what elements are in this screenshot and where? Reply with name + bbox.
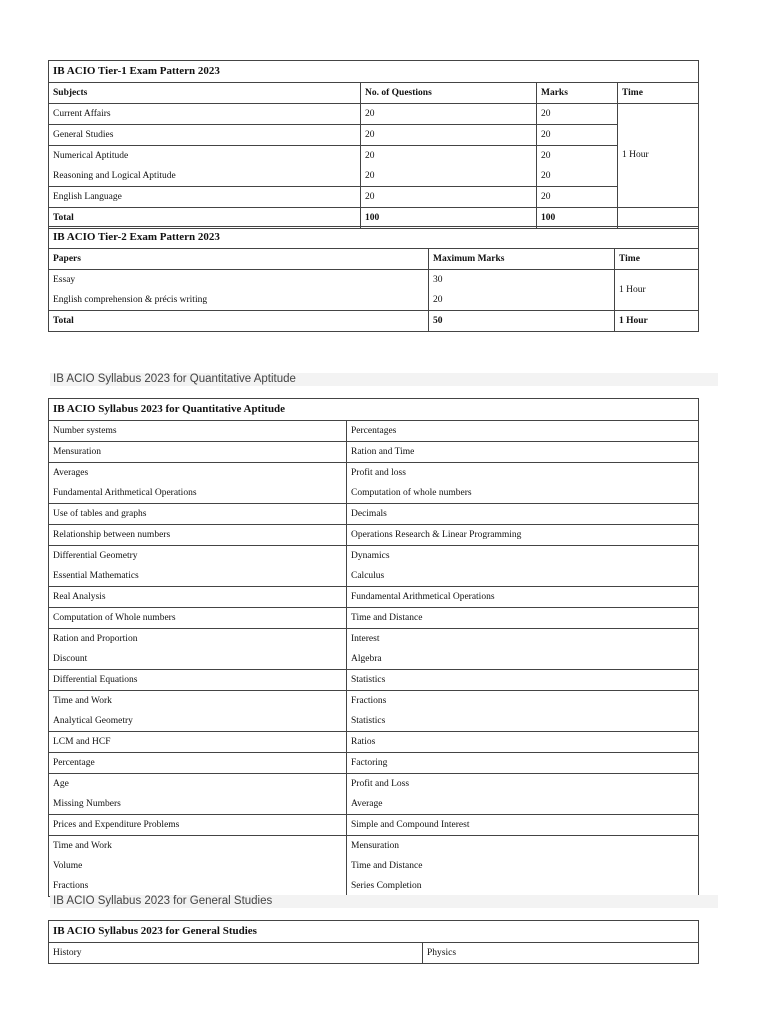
questions-cell: 20 xyxy=(361,104,537,125)
table-row xyxy=(49,774,699,795)
gs-table-title: IB ACIO Syllabus 2023 for General Studies xyxy=(49,921,699,943)
quant-cell-right: Operations Research & Linear Programming xyxy=(347,525,699,546)
quant-cell-right: Series Completion xyxy=(347,876,699,897)
table-row xyxy=(49,794,699,815)
tier2-time-cell: 1 Hour xyxy=(615,270,699,311)
tier2-table xyxy=(48,226,699,332)
quant-cell-right: Fundamental Arithmetical Operations xyxy=(347,587,699,608)
subject-cell: English Language xyxy=(49,187,361,208)
marks-cell: 30 xyxy=(429,270,615,291)
quant-cell-left: Prices and Expenditure Problems xyxy=(49,815,347,836)
table-row xyxy=(49,856,699,876)
quant-cell-right: Ration and Time xyxy=(347,442,699,463)
quant-cell-left: Mensuration xyxy=(49,442,347,463)
quant-cell-left: Averages xyxy=(49,463,347,484)
quant-cell-right: Statistics xyxy=(347,670,699,691)
quant-cell-right: Decimals xyxy=(347,504,699,525)
marks-cell: 20 xyxy=(537,146,618,167)
table-row xyxy=(49,525,699,546)
quant-cell-left: Essential Mathematics xyxy=(49,566,347,587)
table-row xyxy=(49,815,699,836)
tier1-table xyxy=(48,60,699,229)
table-row xyxy=(49,146,699,167)
tier1-time-cell: 1 Hour xyxy=(618,104,699,208)
questions-cell: 20 xyxy=(361,146,537,167)
tier1-header-questions: No. of Questions xyxy=(361,83,537,104)
total-time: 1 Hour xyxy=(615,311,699,332)
gs-syllabus-table xyxy=(48,920,699,964)
table-row xyxy=(49,876,699,897)
paper-cell: Essay xyxy=(49,270,429,291)
quant-cell-left: Ration and Proportion xyxy=(49,629,347,650)
quant-cell-left: Age xyxy=(49,774,347,795)
quant-cell-right: Fractions xyxy=(347,691,699,712)
quant-cell-left: Percentage xyxy=(49,753,347,774)
quant-cell-left: Differential Geometry xyxy=(49,546,347,567)
table-row xyxy=(49,753,699,774)
quant-cell-right: Simple and Compound Interest xyxy=(347,815,699,836)
table-row xyxy=(49,587,699,608)
subject-cell: Current Affairs xyxy=(49,104,361,125)
table-row xyxy=(49,463,699,484)
marks-cell: 20 xyxy=(429,290,615,311)
quant-cell-left: Use of tables and graphs xyxy=(49,504,347,525)
quant-cell-right: Interest xyxy=(347,629,699,650)
tier2-header-papers: Papers xyxy=(49,249,429,270)
quant-cell-right: Ratios xyxy=(347,732,699,753)
quant-cell-left: Differential Equations xyxy=(49,670,347,691)
table-row xyxy=(49,943,699,964)
quant-cell-left: Relationship between numbers xyxy=(49,525,347,546)
quant-cell-right: Mensuration xyxy=(347,836,699,857)
quant-cell-left: Computation of Whole numbers xyxy=(49,608,347,629)
questions-cell: 20 xyxy=(361,187,537,208)
table-row xyxy=(49,691,699,712)
quant-cell-left: Discount xyxy=(49,649,347,670)
quant-cell-right: Profit and Loss xyxy=(347,774,699,795)
table-row xyxy=(49,629,699,650)
quant-syllabus-table xyxy=(48,398,699,897)
quant-cell-left: Time and Work xyxy=(49,691,347,712)
paper-cell: English comprehension & précis writing xyxy=(49,290,429,311)
total-marks: 50 xyxy=(429,311,615,332)
tier1-header-time: Time xyxy=(618,83,699,104)
questions-cell: 20 xyxy=(361,125,537,146)
table-row xyxy=(49,187,699,208)
quant-cell-right: Percentages xyxy=(347,421,699,442)
quant-cell-left: Number systems xyxy=(49,421,347,442)
table-row xyxy=(49,732,699,753)
table-row xyxy=(49,504,699,525)
table-row xyxy=(49,483,699,504)
table-row xyxy=(49,566,699,587)
quant-cell-left: Fractions xyxy=(49,876,347,897)
tier2-header-time: Time xyxy=(615,249,699,270)
table-row xyxy=(49,836,699,857)
quant-cell-right: Dynamics xyxy=(347,546,699,567)
total-questions: 100 xyxy=(361,208,537,229)
table-row xyxy=(49,104,699,125)
quant-cell-right: Factoring xyxy=(347,753,699,774)
total-label: Total xyxy=(49,208,361,229)
table-row xyxy=(49,290,699,311)
tier1-header-subjects: Subjects xyxy=(49,83,361,104)
quant-cell-left: Missing Numbers xyxy=(49,794,347,815)
quant-cell-right: Statistics xyxy=(347,711,699,732)
total-label: Total xyxy=(49,311,429,332)
marks-cell: 20 xyxy=(537,187,618,208)
table-row xyxy=(49,608,699,629)
quant-cell-right: Computation of whole numbers xyxy=(347,483,699,504)
quant-cell-right: Average xyxy=(347,794,699,815)
quant-cell-right: Time and Distance xyxy=(347,608,699,629)
table-row xyxy=(49,670,699,691)
quant-table-title: IB ACIO Syllabus 2023 for Quantitative Aptitude xyxy=(49,399,699,421)
subject-cell: General Studies xyxy=(49,125,361,146)
quant-cell-right: Algebra xyxy=(347,649,699,670)
quant-cell-left: Analytical Geometry xyxy=(49,711,347,732)
quant-cell-right: Profit and loss xyxy=(347,463,699,484)
tier1-header-marks: Marks xyxy=(537,83,618,104)
subject-cell: Numerical Aptitude xyxy=(49,146,361,167)
marks-cell: 20 xyxy=(537,104,618,125)
table-row xyxy=(49,711,699,732)
quant-cell-right: Calculus xyxy=(347,566,699,587)
quant-cell-left: LCM and HCF xyxy=(49,732,347,753)
quant-cell-right: Time and Distance xyxy=(347,856,699,876)
marks-cell: 20 xyxy=(537,166,618,187)
subject-cell: Reasoning and Logical Aptitude xyxy=(49,166,361,187)
quant-cell-left: Fundamental Arithmetical Operations xyxy=(49,483,347,504)
marks-cell: 20 xyxy=(537,125,618,146)
gs-cell-left: History xyxy=(49,943,423,964)
tier2-total-row xyxy=(49,311,699,332)
gs-cell-right: Physics xyxy=(423,943,699,964)
table-row xyxy=(49,442,699,463)
table-row xyxy=(49,270,699,291)
tier1-title: IB ACIO Tier-1 Exam Pattern 2023 xyxy=(49,61,699,83)
quant-cell-left: Time and Work xyxy=(49,836,347,857)
table-row xyxy=(49,125,699,146)
table-row xyxy=(49,421,699,442)
quant-cell-left: Volume xyxy=(49,856,347,876)
quant-section-heading: IB ACIO Syllabus 2023 for Quantitative Aptitude xyxy=(50,373,718,386)
questions-cell: 20 xyxy=(361,166,537,187)
quant-cell-left: Real Analysis xyxy=(49,587,347,608)
table-row xyxy=(49,166,699,187)
tier2-header-marks: Maximum Marks xyxy=(429,249,615,270)
gs-section-heading: IB ACIO Syllabus 2023 for General Studies xyxy=(50,895,718,908)
table-row xyxy=(49,546,699,567)
table-row xyxy=(49,649,699,670)
total-marks: 100 xyxy=(537,208,618,229)
tier2-title: IB ACIO Tier-2 Exam Pattern 2023 xyxy=(49,227,699,249)
